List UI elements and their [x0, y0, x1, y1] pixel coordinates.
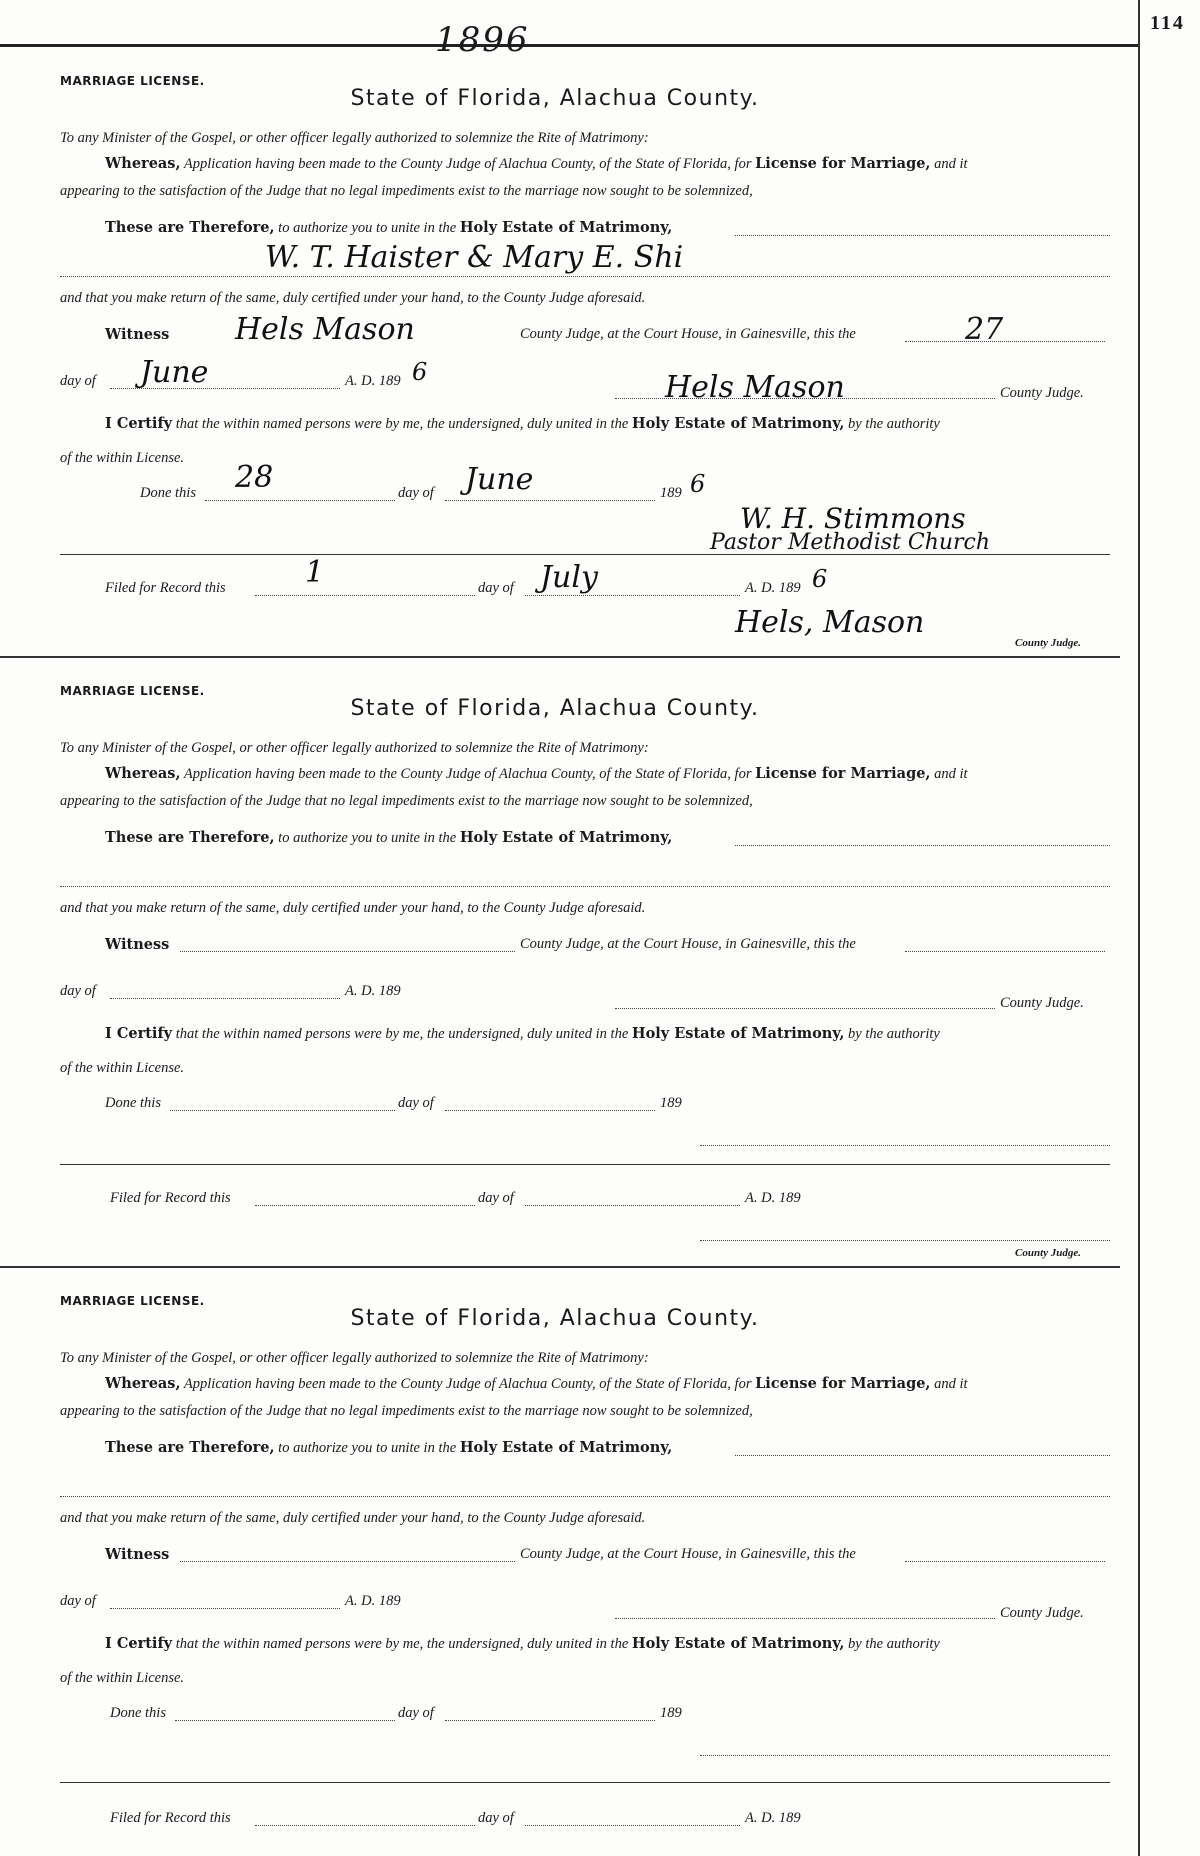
- county-judge-at-line: County Judge, at the Court House, in Gainesville, this the: [520, 936, 856, 952]
- certify-line: I Certify that the within named persons were by me, the undersigned, duly united in the Holy Estate of Matrimony, by the authority: [105, 1025, 940, 1042]
- address-line: To any Minister of the Gospel, or other officer legally authorized to solemnize the Rite of Matrimony:: [60, 130, 649, 146]
- day-of-label: day of: [60, 983, 96, 999]
- register-year: 1896: [435, 20, 530, 60]
- county-judge-label: County Judge.: [1000, 1605, 1084, 1621]
- officiant-signature: W. H. Stimmons: [740, 502, 966, 535]
- certify-line: I Certify that the within named persons were by me, the undersigned, duly united in the Holy Estate of Matrimony, by the authority: [105, 415, 940, 432]
- done-day: 28: [235, 460, 274, 495]
- section-divider: [0, 656, 1120, 658]
- address-line: To any Minister of the Gospel, or other officer legally authorized to solemnize the Rite of Matrimony:: [60, 740, 649, 756]
- right-margin-rule: [1138, 0, 1140, 1856]
- county-judge-at-line: County Judge, at the Court House, in Gainesville, this the: [520, 326, 856, 342]
- done-day-of-label: day of: [398, 485, 434, 501]
- done-this-label: Done this: [140, 485, 196, 501]
- day-of-label: day of: [60, 373, 96, 389]
- parties-line: [60, 276, 1110, 277]
- license-heading: State of Florida, Alachua County.: [350, 1306, 760, 1331]
- issue-day: 27: [965, 312, 1004, 347]
- filed-county-judge-label: County Judge.: [1015, 1247, 1082, 1259]
- page-number: 114: [1150, 12, 1185, 34]
- officiant-title: Pastor Methodist Church: [710, 530, 991, 555]
- filed-ad-label: A. D. 189: [745, 1190, 801, 1206]
- day-of-label: day of: [60, 1593, 96, 1609]
- ad-label: A. D. 189: [345, 1593, 401, 1609]
- filed-ad-label: A. D. 189: [745, 1810, 801, 1826]
- filed-day-of-label: day of: [478, 580, 514, 596]
- return-line: and that you make return of the same, duly certified under your hand, to the County Judge aforesaid.: [60, 1510, 646, 1526]
- filed-day: 1: [305, 555, 325, 590]
- filed-label: Filed for Record this: [110, 1190, 231, 1206]
- filed-day-of-label: day of: [478, 1810, 514, 1826]
- return-line: and that you make return of the same, duly certified under your hand, to the County Judge aforesaid.: [60, 290, 646, 306]
- license-heading: State of Florida, Alachua County.: [350, 86, 760, 111]
- appearing-line: appearing to the satisfaction of the Judge that no legal impediments exist to the marriage now sought to be solemnized,: [60, 1403, 753, 1419]
- license-heading: State of Florida, Alachua County.: [350, 696, 760, 721]
- judge-signature: Hels Mason: [665, 370, 845, 405]
- license-label: MARRIAGE LICENSE.: [60, 74, 205, 88]
- within-license-line: of the within License.: [60, 450, 185, 466]
- done-this-label: Done this: [105, 1095, 161, 1111]
- appearing-line: appearing to the satisfaction of the Judge that no legal impediments exist to the marriage now sought to be solemnized,: [60, 183, 753, 199]
- ad-label: A. D. 189: [345, 983, 401, 999]
- return-line: and that you make return of the same, duly certified under your hand, to the County Judge aforesaid.: [60, 900, 646, 916]
- done-year-label: 189: [660, 1705, 682, 1721]
- witness-line: Witness: [105, 326, 170, 343]
- done-year-label: 189: [660, 1095, 682, 1111]
- filed-label: Filed for Record this: [110, 1810, 231, 1826]
- done-year-digit: 6: [690, 470, 706, 498]
- certify-line: I Certify that the within named persons were by me, the undersigned, duly united in the Holy Estate of Matrimony, by the authority: [105, 1635, 940, 1652]
- filed-county-judge-label: County Judge.: [1015, 637, 1082, 649]
- county-judge-at-line: County Judge, at the Court House, in Gainesville, this the: [520, 1546, 856, 1562]
- license-label: MARRIAGE LICENSE.: [60, 1294, 205, 1308]
- license-label: MARRIAGE LICENSE.: [60, 684, 205, 698]
- done-day-of-label: day of: [398, 1095, 434, 1111]
- therefore-line: These are Therefore, to authorize you to unite in the Holy Estate of Matrimony,: [105, 829, 673, 846]
- parties-line: [60, 1496, 1110, 1497]
- done-year-label: 189: [660, 485, 682, 501]
- issue-month: June: [140, 355, 209, 390]
- filed-ad-label: A. D. 189: [745, 580, 801, 596]
- county-judge-label: County Judge.: [1000, 995, 1084, 1011]
- section-divider: [0, 1266, 1120, 1268]
- within-license-line: of the within License.: [60, 1670, 185, 1686]
- parties-line: [60, 886, 1110, 887]
- within-license-line: of the within License.: [60, 1060, 185, 1076]
- issue-year-digit: 6: [412, 358, 428, 386]
- appearing-line: appearing to the satisfaction of the Judge that no legal impediments exist to the marriage now sought to be solemnized,: [60, 793, 753, 809]
- done-day-of-label: day of: [398, 1705, 434, 1721]
- witness-line: Witness: [105, 1546, 170, 1563]
- witness-line: Witness: [105, 936, 170, 953]
- filed-year-digit: 6: [812, 565, 828, 593]
- filed-judge-signature: Hels, Mason: [735, 605, 925, 640]
- whereas-line: Whereas, Application having been made to the County Judge of Alachua County, of the State of Florida, for License for Marriage, and it: [105, 765, 968, 782]
- county-judge-label: County Judge.: [1000, 385, 1084, 401]
- done-this-label: Done this: [110, 1705, 166, 1721]
- parties-names: W. T. Haister & Mary E. Shi: [265, 240, 684, 275]
- whereas-line: Whereas, Application having been made to the County Judge of Alachua County, of the State of Florida, for License for Marriage, and it: [105, 1375, 968, 1392]
- therefore-line: These are Therefore, to authorize you to unite in the Holy Estate of Matrimony,: [105, 1439, 673, 1456]
- therefore-line: These are Therefore, to authorize you to unite in the Holy Estate of Matrimony,: [105, 219, 673, 236]
- filed-month: July: [540, 560, 598, 595]
- witness-judge-signature: Hels Mason: [235, 312, 415, 347]
- ad-label: A. D. 189: [345, 373, 401, 389]
- done-month: June: [465, 462, 534, 497]
- whereas-line: Whereas, Application having been made to the County Judge of Alachua County, of the State of Florida, for License for Marriage, and it: [105, 155, 968, 172]
- address-line: To any Minister of the Gospel, or other officer legally authorized to solemnize the Rite of Matrimony:: [60, 1350, 649, 1366]
- top-rule: [0, 44, 1140, 47]
- filed-day-of-label: day of: [478, 1190, 514, 1206]
- filed-label: Filed for Record this: [105, 580, 226, 596]
